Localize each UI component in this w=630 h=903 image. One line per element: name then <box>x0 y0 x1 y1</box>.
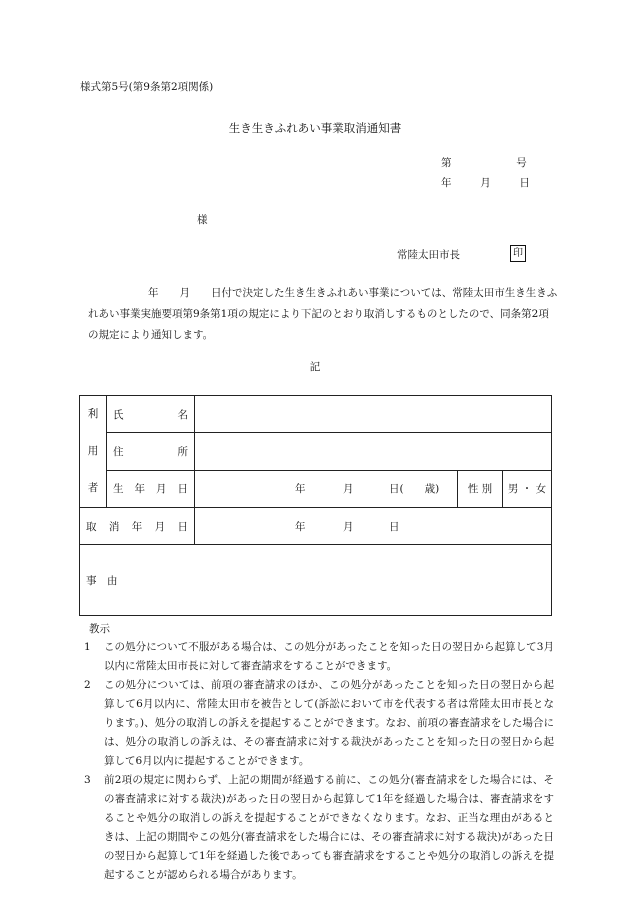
name-label-cell <box>107 396 195 433</box>
detail-table <box>79 395 552 616</box>
issue-day: 日 <box>519 177 530 189</box>
birthdate-value-cell[interactable] <box>195 470 458 507</box>
birth-label-char: 日 <box>177 483 188 496</box>
addressee-suffix: 様 <box>197 214 208 226</box>
birth-year: 年 <box>295 483 306 496</box>
birth-label-char: 年 <box>134 483 145 496</box>
gender-value: 男 ・ 女 <box>507 483 547 496</box>
gender-value-cell[interactable] <box>503 470 552 507</box>
cancel-year: 年 <box>295 520 306 533</box>
cancel-label-char: 消 <box>108 520 120 533</box>
user-label-char: 利 <box>87 408 99 420</box>
reason-label: 事 由 <box>86 574 118 587</box>
cancel-label-char: 年 <box>131 520 143 533</box>
user-label-char: 者 <box>87 482 99 494</box>
form-number: 様式第5号(第9条第2項関係) <box>80 81 214 93</box>
cancel-date-label-cell <box>80 508 195 545</box>
issue-year: 年 <box>441 177 452 189</box>
reason-cell[interactable] <box>80 545 552 616</box>
seal-mark: 印 <box>510 245 526 262</box>
notice-item <box>84 676 554 771</box>
address-value-cell[interactable] <box>195 433 552 470</box>
notice-item <box>84 771 554 885</box>
birth-label-char: 月 <box>156 483 167 496</box>
cancel-day: 日 <box>389 520 400 533</box>
cancel-date-row <box>80 508 552 545</box>
cancel-label-char: 月 <box>154 520 166 533</box>
address-label-char: 所 <box>177 445 188 458</box>
notice-item-text: 前2項の規定に関わらず、上記の期間が経過する前に、この処分(審査請求をした場合には、その審査請求に対する裁決)があった日の翌日から起算して1年を経過した場合は、審査請求をすることや処分の取消しの訴えを提起することができなくなります。なお、正当な理由があるときは、上記の期間やこの処分(審査請求をした場合には、その審査請求に対する裁決)があった日の翌日から起算して1年を経過した後であっても審査請求をすることや処分の取消しの訴えを提起することが認められる場合があります。 <box>104 774 554 881</box>
cancel-label-char: 取 <box>86 520 97 533</box>
notice-item-number: 1 <box>84 641 91 653</box>
birthdate-row <box>80 470 552 507</box>
issuer-name: 常陸太田市長 <box>397 249 460 261</box>
number-suffix: 号 <box>516 157 527 169</box>
document-number <box>441 155 527 170</box>
address-label-char: 住 <box>113 445 124 458</box>
cancel-date-value-cell[interactable] <box>195 508 552 545</box>
name-row <box>80 396 552 433</box>
notice-title: 教示 <box>89 623 110 635</box>
cancel-month: 月 <box>343 520 354 533</box>
notice-item-number: 2 <box>84 679 91 691</box>
name-label-char: 氏 <box>113 408 124 421</box>
gender-label-cell <box>458 470 503 507</box>
notice-item-text: この処分については、前項の審査請求のほか、この処分があったことを知った日の翌日から起算して6月以内に、常陸太田市を被告として(訴訟において市を代表する者は常陸太田市長となります。)、処分の取消しの訴えを提起することができます。なお、前項の審査請求をした場合には、処分の取消しの訴えは、その審査請求に対する裁決があったことを知った日の翌日から起算して6月以内に提起することができます。 <box>104 679 554 767</box>
name-label-char: 名 <box>177 408 188 421</box>
notice-body-text: 年 月 日付で決定した生き生きふれあい事業については、常陸太田市生き生きふれあい事業実施要項第9条第1項の規定により下記のとおり取消しするものとしたので、同条第2項の規定により通知します。 <box>88 287 558 341</box>
notice-items <box>84 638 554 885</box>
notice-item-number: 3 <box>84 774 91 786</box>
gender-label: 性 別 <box>467 483 493 496</box>
issue-date <box>441 175 530 190</box>
document-title: 生き生きふれあい事業取消通知書 <box>228 121 402 135</box>
reason-row <box>80 545 552 616</box>
birth-label-char: 生 <box>113 483 124 496</box>
notice-item-text: この処分について不服がある場合は、この処分があったことを知った日の翌日から起算して3月以内に常陸太田市長に対して審査請求をすることができます。 <box>104 641 554 672</box>
user-label-char: 用 <box>87 445 99 457</box>
number-label: 第 <box>441 157 452 169</box>
address-label-cell <box>107 433 195 470</box>
notice-item <box>84 638 554 676</box>
user-label-cell <box>80 396 107 508</box>
birth-month: 月 <box>343 483 354 496</box>
birthdate-label-cell <box>107 470 195 507</box>
birth-day-age: 日( 歳) <box>389 483 440 496</box>
issue-month: 月 <box>480 177 491 189</box>
ki-heading: 記 <box>309 361 321 373</box>
name-value-cell[interactable] <box>195 396 552 433</box>
cancel-label-char: 日 <box>177 520 188 533</box>
address-row <box>80 433 552 470</box>
